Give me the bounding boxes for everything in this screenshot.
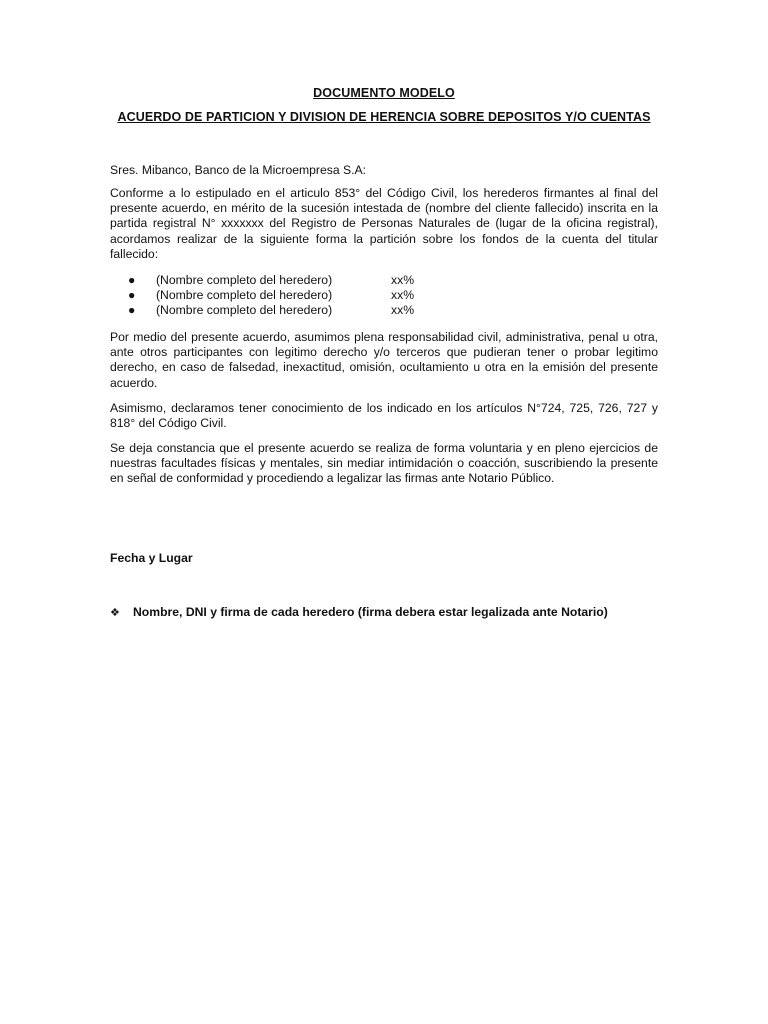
- heir-name: (Nombre completo del heredero): [156, 288, 333, 303]
- signature-instruction-text: Nombre, DNI y firma de cada heredero (firma debera estar legalizada ante Notario): [133, 605, 608, 619]
- paragraph-legal-basis: Conforme a lo estipulado en el articulo 853° del Código Civil, los herederos firmantes al final del presente acuerdo, en mérito de la sucesión intestada de (nombre del cliente fallecido) inscrita en la partida registral N° xxxxxxx del Registro de Personas Naturales de (lugar de la oficina registral), acordamos realizar de la siguiente forma la partición sobre los fondos de la cuenta del titular fallecido:: [110, 186, 658, 261]
- diamond-bullet-icon: ❖: [110, 607, 120, 619]
- signature-instruction: [110, 605, 608, 619]
- addressee-line: Sres. Mibanco, Banco de la Microempresa S.A:: [110, 163, 367, 177]
- date-place-label: Fecha y Lugar: [110, 551, 193, 565]
- heir-percentage: xx%: [391, 303, 415, 318]
- bullet-icon: ●: [128, 288, 136, 303]
- heir-percentage: xx%: [391, 273, 415, 287]
- bullet-icon: ●: [128, 273, 136, 287]
- heir-name: (Nombre completo del heredero): [156, 273, 333, 287]
- document-subtitle: ACUERDO DE PARTICION Y DIVISION DE HERENCIA SOBRE DEPOSITOS Y/O CUENTAS: [117, 110, 651, 124]
- bullet-icon: ●: [128, 303, 136, 318]
- paragraph-acknowledgement: Asimismo, declaramos tener conocimiento de los indicado en los artículos N°724, 725, 726, 727 y 818° del Código Civil.: [110, 401, 658, 431]
- document-title: DOCUMENTO MODELO: [313, 86, 455, 100]
- heir-name: (Nombre completo del heredero): [156, 303, 333, 318]
- paragraph-responsibility: Por medio del presente acuerdo, asumimos plena responsabilidad civil, administrativa, penal u otra, ante otros participantes con legitimo derecho y/o terceros que pudieran tener o probar legitimo derecho, en caso de falsedad, inexactitud, omisión, ocultamiento u otra en la emisión del presente acuerdo.: [110, 330, 658, 390]
- heir-percentage: xx%: [391, 288, 415, 303]
- paragraph-voluntary-agreement: Se deja constancia que el presente acuerdo se realiza de forma voluntaria y en pleno ejercicios de nuestras facultades físicas y mentales, sin mediar intimidación o coacción, suscribiendo la presente en señal de conformidad y procediendo a legalizar las firmas ante Notario Público.: [110, 441, 658, 486]
